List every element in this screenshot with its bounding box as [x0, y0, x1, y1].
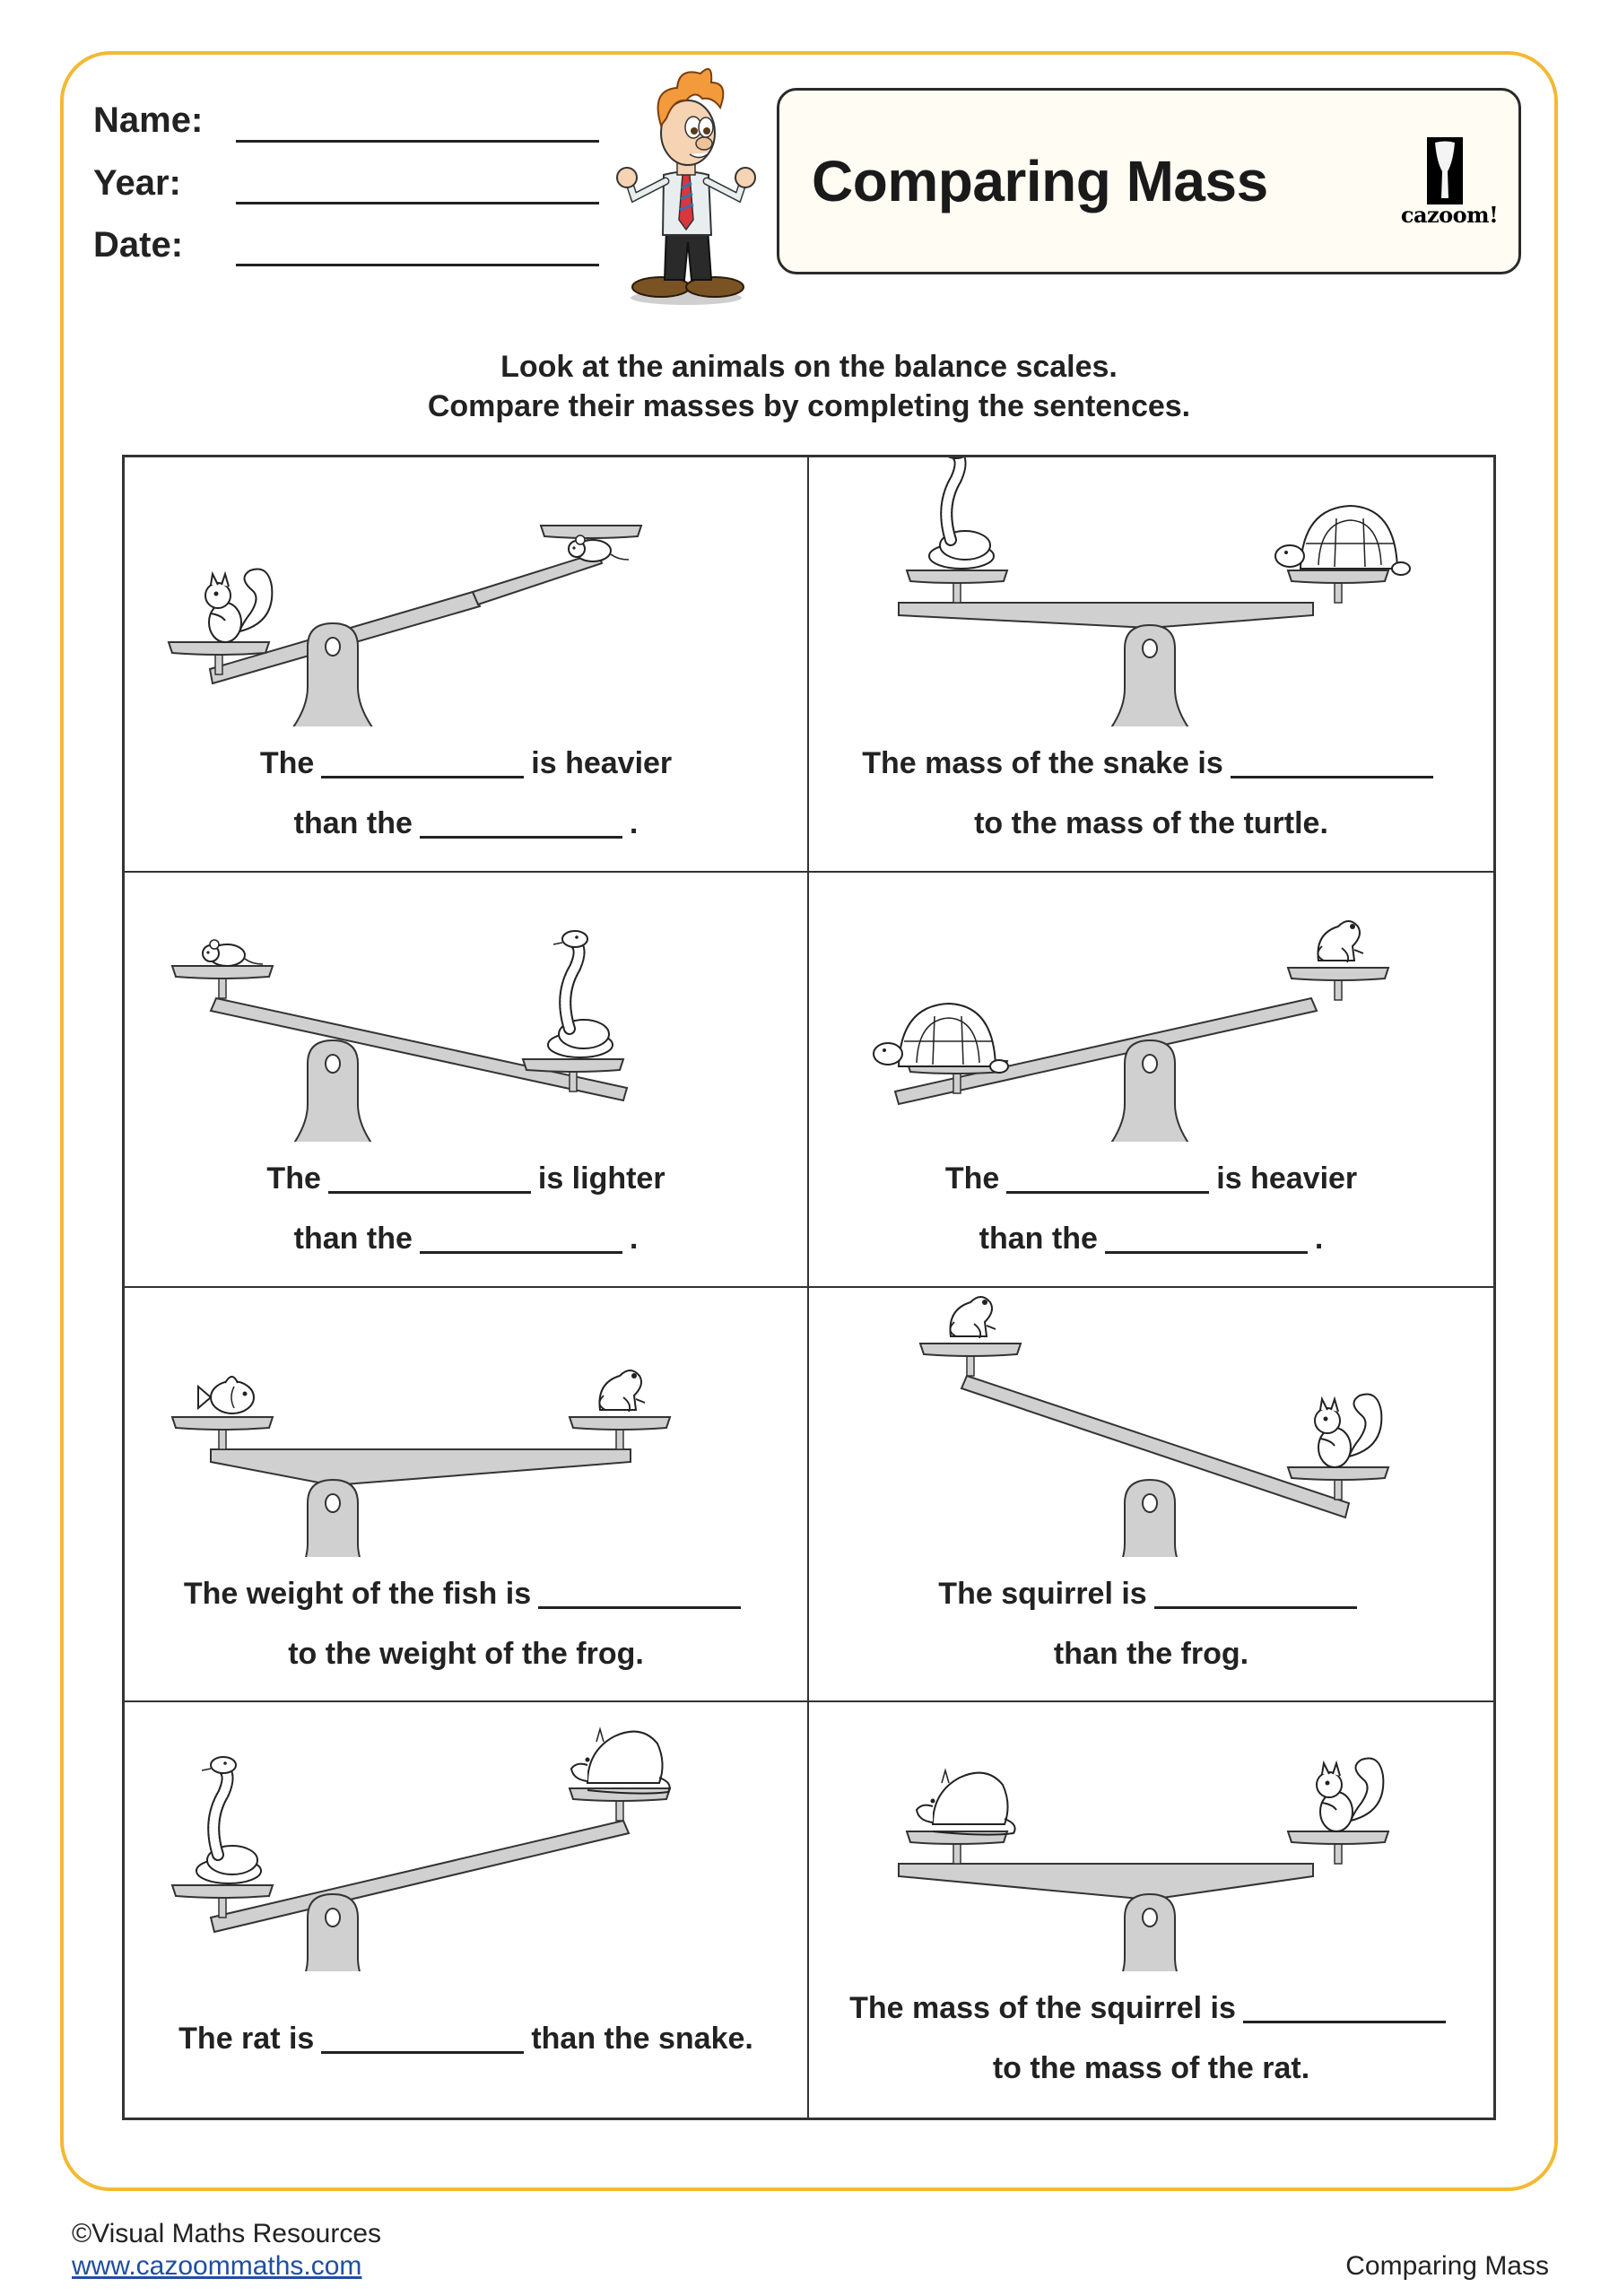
copyright-text: ©Visual Maths Resources [72, 2219, 382, 2248]
footer-page-title: Comparing Mass [1345, 2251, 1549, 2281]
balance-scale-icon [125, 1288, 810, 1557]
answer-blank[interactable] [1105, 1224, 1308, 1254]
website-link[interactable]: www.cazoommaths.com [72, 2251, 362, 2281]
fish-icon [198, 1377, 254, 1413]
name-label: Name: [93, 100, 204, 140]
snake-icon [196, 1757, 261, 1883]
squirrel-icon [1315, 1394, 1381, 1467]
sentence-line-1: The is heavier [944, 1161, 1358, 1196]
turtle-icon [874, 1004, 1008, 1073]
sentence-line-1: The is heavier [259, 746, 673, 780]
squirrel-icon [205, 569, 272, 642]
answer-blank[interactable] [420, 1224, 622, 1254]
frog-icon [599, 1370, 645, 1412]
teacher-mascot-icon [614, 63, 758, 309]
answer-blank[interactable] [420, 809, 622, 839]
website-link-wrapper [72, 2251, 361, 2282]
sentence-line-1: The mass of the squirrel is [809, 1991, 1493, 2026]
balance-scale-icon [125, 457, 810, 726]
year-label: Year: [93, 163, 181, 203]
snake-icon [929, 457, 994, 569]
answer-blank[interactable] [1154, 1579, 1357, 1609]
instruction-line-1: Look at the animals on the balance scales. [500, 350, 1118, 384]
question-cell [809, 457, 1493, 873]
balance-scale-icon [809, 1702, 1494, 1971]
page-title: Comparing Mass [812, 149, 1268, 213]
mouse-icon [203, 940, 263, 966]
instruction-line-2: Compare their masses by completing the sentences. [427, 389, 1191, 423]
sentence-line-1: The rat is than the snake. [178, 2022, 753, 2057]
question-cell [125, 873, 809, 1288]
answer-blank[interactable] [1243, 1994, 1446, 2023]
year-field[interactable] [236, 202, 599, 204]
snake-icon [548, 931, 613, 1057]
answer-blank[interactable] [321, 749, 524, 778]
cazoom-logo[interactable] [1400, 137, 1499, 227]
sentence-line-2: than the . [979, 1221, 1324, 1256]
answer-blank[interactable] [328, 1164, 531, 1194]
answer-blank[interactable] [1231, 749, 1433, 778]
title-box [777, 88, 1521, 274]
name-field[interactable] [236, 140, 599, 143]
squirrel-icon [1317, 1759, 1383, 1832]
sentence-line-2: to the mass of the turtle. [974, 806, 1328, 840]
question-cell [125, 457, 809, 873]
balance-scale-icon [125, 1702, 810, 1971]
sentence-line-2: to the mass of the rat. [992, 2051, 1310, 2086]
sentence-line-1: The is lighter [266, 1161, 665, 1196]
sentence-line-1: The mass of the snake is [809, 746, 1493, 781]
balance-scale-icon [809, 1288, 1494, 1557]
question-cell [125, 1288, 809, 1703]
turtle-icon [1275, 506, 1410, 575]
sentence-line-1: The squirrel is [809, 1577, 1493, 1612]
answer-blank[interactable] [321, 2024, 524, 2054]
sentence-line-2: than the . [293, 1221, 639, 1256]
drum-icon [1427, 137, 1463, 204]
sentence-line-2: than the . [293, 806, 639, 840]
date-field[interactable] [236, 264, 599, 266]
question-cell [809, 1288, 1493, 1703]
question-cell [809, 1702, 1493, 2118]
frog-icon [950, 1297, 996, 1338]
rat-icon [917, 1770, 1015, 1835]
balance-scale-icon [809, 873, 1494, 1142]
answer-blank[interactable] [538, 1579, 741, 1609]
question-cell [809, 873, 1493, 1288]
logo-text: cazoom! [1400, 202, 1499, 228]
question-cell [125, 1702, 809, 2118]
balance-scale-icon [809, 457, 1494, 726]
frog-icon [1318, 921, 1363, 962]
sentence-line-2: than the frog. [1053, 1636, 1249, 1671]
sentence-line-2: to the weight of the frog. [288, 1636, 644, 1671]
date-label: Date: [93, 225, 184, 265]
rat-icon [571, 1729, 670, 1794]
sentence-line-1: The weight of the fish is [125, 1577, 807, 1612]
answer-blank[interactable] [1006, 1164, 1209, 1194]
mouse-icon [569, 535, 629, 561]
balance-scale-icon [125, 873, 810, 1142]
question-grid [122, 455, 1496, 2120]
